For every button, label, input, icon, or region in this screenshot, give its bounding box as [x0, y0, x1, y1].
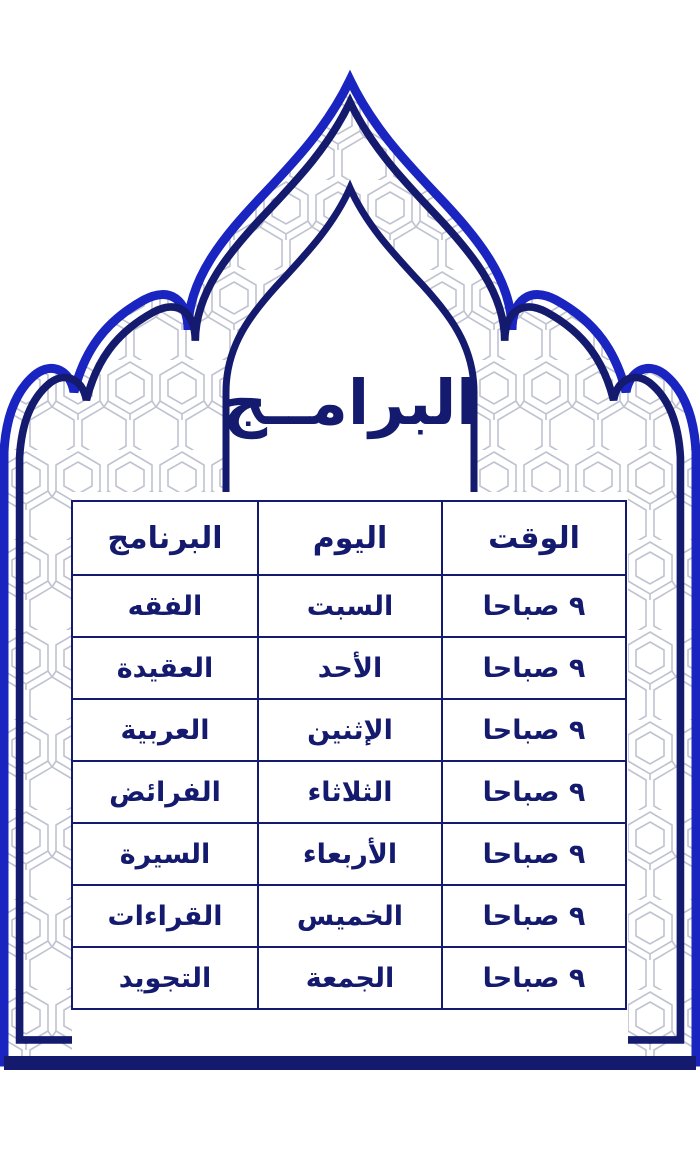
base-bar — [4, 1056, 696, 1070]
table-row — [72, 761, 626, 823]
cell-program: الفرائض — [72, 761, 258, 823]
table-row — [72, 699, 626, 761]
schedule-table — [71, 500, 627, 1010]
table-row — [72, 575, 626, 637]
table-row — [72, 823, 626, 885]
table-row — [72, 947, 626, 1009]
cell-program: العربية — [72, 699, 258, 761]
table-row — [72, 885, 626, 947]
cell-time: ٩ صباحا — [442, 699, 626, 761]
schedule-table-container — [73, 500, 627, 1010]
column-header-program: البرنامج — [72, 501, 258, 575]
table-header-row — [72, 501, 626, 575]
cell-program: السيرة — [72, 823, 258, 885]
cell-program: القراءات — [72, 885, 258, 947]
cell-day: الأحد — [258, 637, 442, 699]
cell-time: ٩ صباحا — [442, 947, 626, 1009]
cell-time: ٩ صباحا — [442, 575, 626, 637]
cell-time: ٩ صباحا — [442, 761, 626, 823]
cell-day: السبت — [258, 575, 442, 637]
page-title: البرامــج — [222, 366, 478, 439]
cell-program: العقيدة — [72, 637, 258, 699]
cell-day: الأربعاء — [258, 823, 442, 885]
column-header-time: الوقت — [442, 501, 626, 575]
cell-time: ٩ صباحا — [442, 637, 626, 699]
table-row — [72, 637, 626, 699]
cell-program: الفقه — [72, 575, 258, 637]
cell-day: الجمعة — [258, 947, 442, 1009]
column-header-day: اليوم — [258, 501, 442, 575]
cell-day: الخميس — [258, 885, 442, 947]
cell-time: ٩ صباحا — [442, 885, 626, 947]
cell-time: ٩ صباحا — [442, 823, 626, 885]
cell-day: الإثنين — [258, 699, 442, 761]
cell-day: الثلاثاء — [258, 761, 442, 823]
cell-program: التجويد — [72, 947, 258, 1009]
